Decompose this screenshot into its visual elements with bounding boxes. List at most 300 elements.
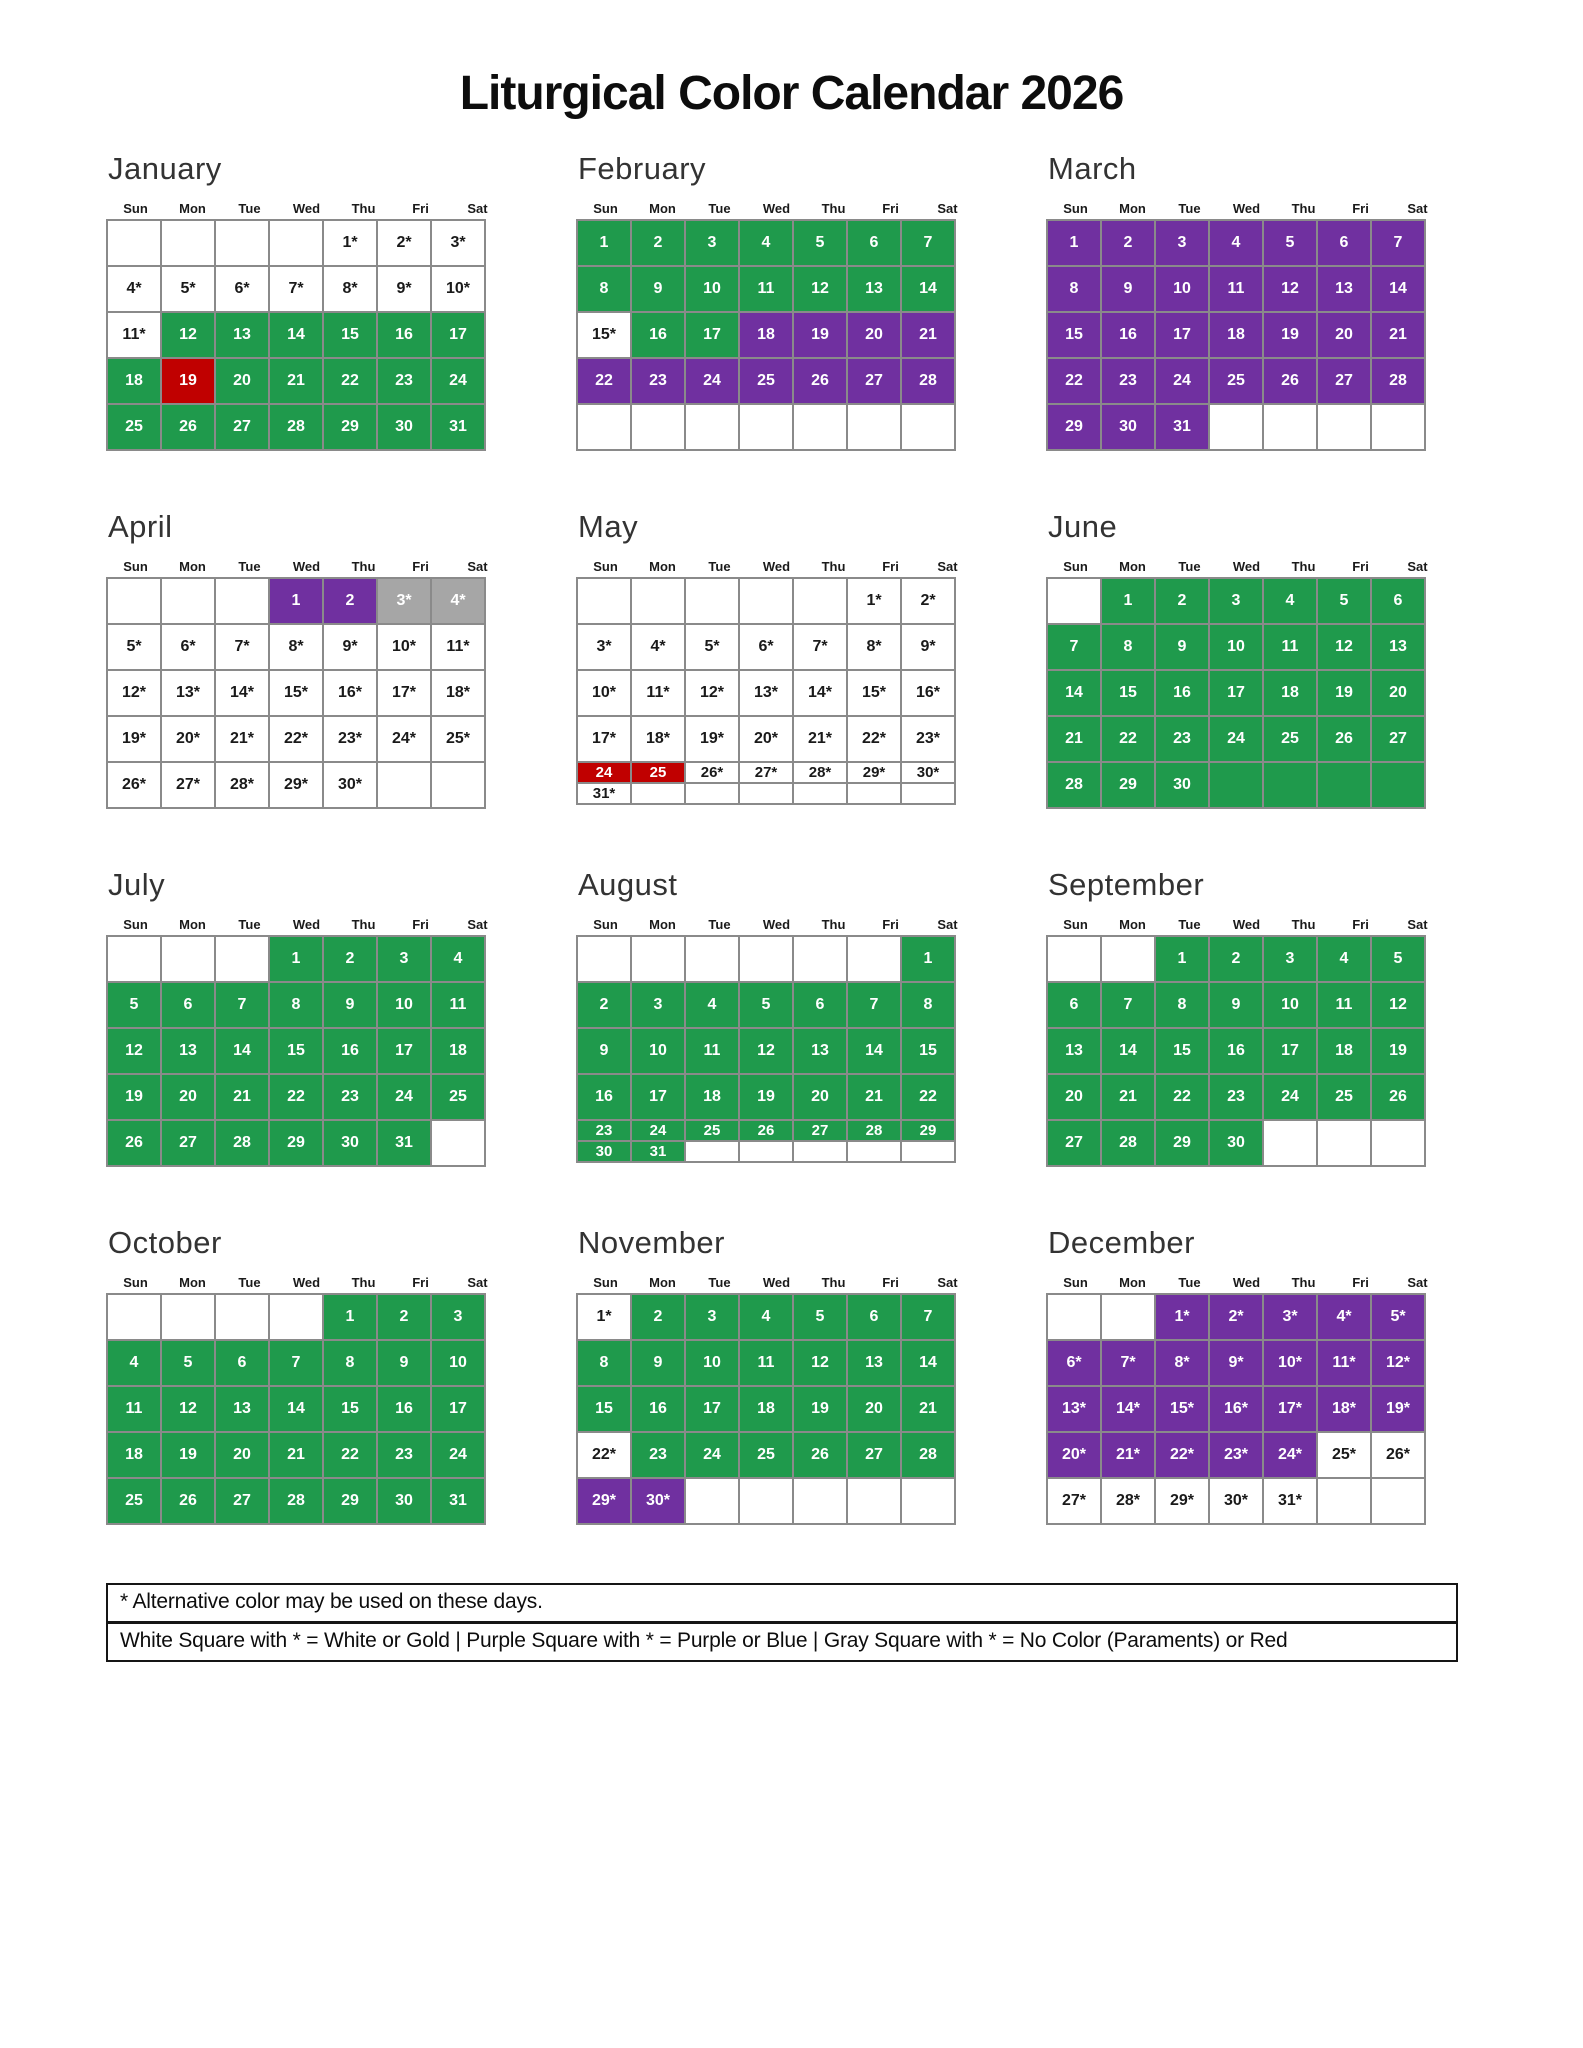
- empty-cell: [431, 1120, 485, 1166]
- day-cell: 10*: [377, 624, 431, 670]
- day-cell: 1: [1047, 220, 1101, 266]
- empty-cell: [577, 578, 631, 624]
- day-cell: 8: [577, 266, 631, 312]
- weekday-label: Sun: [1063, 1275, 1088, 1290]
- day-cell: 4: [107, 1340, 161, 1386]
- day-cell: 11: [739, 1340, 793, 1386]
- day-cell: 9*: [901, 624, 955, 670]
- day-cell: 8*: [269, 624, 323, 670]
- weekday-label: Mon: [179, 559, 206, 574]
- day-cell: 24: [1209, 716, 1263, 762]
- day-cell: 9: [377, 1340, 431, 1386]
- day-cell: 21: [269, 358, 323, 404]
- day-cell: 7: [1047, 624, 1101, 670]
- day-cell: 31: [431, 404, 485, 450]
- day-cell: 13: [1047, 1028, 1101, 1074]
- day-cell: 26*: [1371, 1432, 1425, 1478]
- weekday-header-row: [107, 201, 506, 216]
- day-cell: 16: [577, 1074, 631, 1120]
- day-cell: 16: [631, 312, 685, 358]
- day-cell: 27: [215, 1478, 269, 1524]
- legend: [106, 1583, 1458, 1662]
- month-march: [1046, 151, 1446, 451]
- day-cell: 20*: [739, 716, 793, 762]
- day-cell: 28: [901, 1432, 955, 1478]
- day-cell: 19: [1371, 1028, 1425, 1074]
- weekday-label: Sat: [1407, 559, 1428, 574]
- day-cell: 18: [1209, 312, 1263, 358]
- month-title: April: [108, 509, 173, 544]
- weekday-header-row: [107, 559, 506, 574]
- empty-cell: [739, 936, 793, 982]
- day-cell: 22: [323, 1432, 377, 1478]
- day-cell: 19: [161, 358, 215, 404]
- day-cell: 2: [377, 1294, 431, 1340]
- month-january: [106, 151, 506, 451]
- weekday-label: Sat: [1407, 917, 1428, 932]
- empty-cell: [847, 404, 901, 450]
- day-cell: 25: [739, 358, 793, 404]
- day-cell: 18*: [631, 716, 685, 762]
- day-cell: 28: [1371, 358, 1425, 404]
- empty-cell: [377, 762, 431, 808]
- weekday-label: Thu: [821, 559, 846, 574]
- day-cell: 24*: [377, 716, 431, 762]
- day-cell: 12: [1371, 982, 1425, 1028]
- day-cell: 30*: [631, 1478, 685, 1524]
- day-cell: 23: [377, 358, 431, 404]
- empty-cell: [847, 1141, 901, 1162]
- day-cell: 19: [739, 1074, 793, 1120]
- day-cell: 16: [1101, 312, 1155, 358]
- day-cell: 21: [847, 1074, 901, 1120]
- day-cell: 9: [631, 266, 685, 312]
- day-cell: 29: [901, 1120, 955, 1141]
- day-cell: 20: [215, 358, 269, 404]
- weekday-label: Wed: [292, 1275, 321, 1290]
- empty-cell: [1371, 762, 1425, 808]
- weekday-label: Tue: [238, 559, 261, 574]
- day-cell: 30*: [323, 762, 377, 808]
- day-cell: 1: [901, 936, 955, 982]
- empty-cell: [901, 783, 955, 804]
- day-cell: 24: [431, 358, 485, 404]
- empty-cell: [1101, 936, 1155, 982]
- day-cell: 23: [377, 1432, 431, 1478]
- day-cell: 21*: [793, 716, 847, 762]
- day-cell: 7*: [793, 624, 847, 670]
- weekday-label: Tue: [1178, 559, 1201, 574]
- day-cell: 10: [631, 1028, 685, 1074]
- day-cell: 8: [269, 982, 323, 1028]
- month-july: [106, 867, 506, 1167]
- day-cell: 23: [1155, 716, 1209, 762]
- day-cell: 11*: [431, 624, 485, 670]
- day-cell: 10*: [577, 670, 631, 716]
- day-cell: 29*: [1155, 1478, 1209, 1524]
- empty-cell: [269, 220, 323, 266]
- month-april: [106, 509, 506, 809]
- day-cell: 23*: [323, 716, 377, 762]
- month-grid: [1046, 219, 1426, 451]
- day-cell: 24: [1155, 358, 1209, 404]
- day-cell: 17: [377, 1028, 431, 1074]
- day-cell: 22*: [577, 1432, 631, 1478]
- day-cell: 21*: [215, 716, 269, 762]
- day-cell: 3: [1263, 936, 1317, 982]
- day-cell: 13: [215, 1386, 269, 1432]
- day-cell: 18: [107, 358, 161, 404]
- day-cell: 4: [739, 1294, 793, 1340]
- day-cell: 12*: [107, 670, 161, 716]
- empty-cell: [1047, 578, 1101, 624]
- day-cell: 19: [1317, 670, 1371, 716]
- empty-cell: [1317, 762, 1371, 808]
- day-cell: 23: [577, 1120, 631, 1141]
- day-cell: 7: [269, 1340, 323, 1386]
- day-cell: 12: [161, 1386, 215, 1432]
- empty-cell: [901, 1141, 955, 1162]
- day-cell: 11: [107, 1386, 161, 1432]
- empty-cell: [215, 578, 269, 624]
- day-cell: 24: [577, 762, 631, 783]
- empty-cell: [161, 936, 215, 982]
- day-cell: 6*: [215, 266, 269, 312]
- day-cell: 8: [901, 982, 955, 1028]
- day-cell: 19*: [685, 716, 739, 762]
- weekday-label: Mon: [649, 201, 676, 216]
- day-cell: 4: [1317, 936, 1371, 982]
- weekday-label: Fri: [1352, 917, 1369, 932]
- day-cell: 18: [739, 312, 793, 358]
- day-cell: 1: [577, 220, 631, 266]
- day-cell: 25: [107, 1478, 161, 1524]
- weekday-label: Sun: [123, 201, 148, 216]
- day-cell: 17: [431, 1386, 485, 1432]
- day-cell: 19: [161, 1432, 215, 1478]
- weekday-label: Sun: [593, 917, 618, 932]
- weekday-label: Mon: [1119, 1275, 1146, 1290]
- weekday-label: Mon: [649, 559, 676, 574]
- empty-cell: [1209, 404, 1263, 450]
- weekday-label: Tue: [1178, 1275, 1201, 1290]
- weekday-label: Tue: [238, 1275, 261, 1290]
- day-cell: 17: [1155, 312, 1209, 358]
- weekday-header-row: [577, 1275, 976, 1290]
- day-cell: 12: [793, 266, 847, 312]
- weekday-header-row: [577, 559, 976, 574]
- day-cell: 18: [1263, 670, 1317, 716]
- day-cell: 6: [847, 1294, 901, 1340]
- month-title: June: [1048, 509, 1118, 544]
- empty-cell: [901, 404, 955, 450]
- weekday-label: Sat: [467, 559, 488, 574]
- day-cell: 24: [685, 1432, 739, 1478]
- day-cell: 30: [377, 404, 431, 450]
- day-cell: 3*: [431, 220, 485, 266]
- day-cell: 3: [1155, 220, 1209, 266]
- weekday-label: Tue: [1178, 917, 1201, 932]
- day-cell: 28: [1047, 762, 1101, 808]
- day-cell: 12*: [685, 670, 739, 716]
- day-cell: 21: [1101, 1074, 1155, 1120]
- day-cell: 7*: [269, 266, 323, 312]
- day-cell: 19*: [107, 716, 161, 762]
- day-cell: 27*: [161, 762, 215, 808]
- day-cell: 29*: [847, 762, 901, 783]
- day-cell: 13*: [739, 670, 793, 716]
- empty-cell: [631, 936, 685, 982]
- day-cell: 15: [577, 1386, 631, 1432]
- day-cell: 5: [1317, 578, 1371, 624]
- weekday-label: Fri: [412, 201, 429, 216]
- day-cell: 2: [631, 220, 685, 266]
- day-cell: 27: [161, 1120, 215, 1166]
- day-cell: 21: [901, 1386, 955, 1432]
- empty-cell: [847, 936, 901, 982]
- day-cell: 2: [323, 936, 377, 982]
- day-cell: 20*: [161, 716, 215, 762]
- day-cell: 28*: [1101, 1478, 1155, 1524]
- day-cell: 10: [685, 1340, 739, 1386]
- day-cell: 6: [1371, 578, 1425, 624]
- month-title: May: [578, 509, 639, 544]
- day-cell: 26: [161, 404, 215, 450]
- day-cell: 21: [215, 1074, 269, 1120]
- day-cell: 18: [1317, 1028, 1371, 1074]
- day-cell: 12: [1317, 624, 1371, 670]
- day-cell: 16: [1155, 670, 1209, 716]
- day-cell: 1: [1155, 936, 1209, 982]
- day-cell: 8: [323, 1340, 377, 1386]
- day-cell: 2*: [1209, 1294, 1263, 1340]
- empty-cell: [793, 936, 847, 982]
- empty-cell: [107, 936, 161, 982]
- month-grid: [1046, 577, 1426, 809]
- weekday-label: Tue: [238, 201, 261, 216]
- empty-cell: [1371, 1120, 1425, 1166]
- empty-cell: [631, 404, 685, 450]
- day-cell: 6*: [1047, 1340, 1101, 1386]
- day-cell: 26: [793, 358, 847, 404]
- weekday-label: Sun: [593, 1275, 618, 1290]
- day-cell: 7: [847, 982, 901, 1028]
- day-cell: 20: [1371, 670, 1425, 716]
- day-cell: 8*: [323, 266, 377, 312]
- day-cell: 22: [1155, 1074, 1209, 1120]
- day-cell: 22: [269, 1074, 323, 1120]
- day-cell: 15: [269, 1028, 323, 1074]
- day-cell: 27: [1317, 358, 1371, 404]
- day-cell: 27: [793, 1120, 847, 1141]
- day-cell: 20: [847, 312, 901, 358]
- day-cell: 14*: [793, 670, 847, 716]
- day-cell: 10: [685, 266, 739, 312]
- weekday-label: Sat: [937, 201, 958, 216]
- day-cell: 11: [1263, 624, 1317, 670]
- day-cell: 9: [577, 1028, 631, 1074]
- weekday-label: Mon: [1119, 201, 1146, 216]
- weekday-label: Thu: [351, 559, 376, 574]
- weekday-header-row: [107, 1275, 506, 1290]
- calendar-grid: [106, 151, 1583, 1525]
- empty-cell: [1317, 404, 1371, 450]
- empty-cell: [1263, 404, 1317, 450]
- day-cell: 22: [1101, 716, 1155, 762]
- day-cell: 13: [793, 1028, 847, 1074]
- day-cell: 19*: [1371, 1386, 1425, 1432]
- day-cell: 20: [847, 1386, 901, 1432]
- day-cell: 25: [631, 762, 685, 783]
- day-cell: 11: [1317, 982, 1371, 1028]
- day-cell: 13: [215, 312, 269, 358]
- day-cell: 7: [1101, 982, 1155, 1028]
- weekday-label: Sun: [593, 559, 618, 574]
- day-cell: 14: [1371, 266, 1425, 312]
- day-cell: 14: [1101, 1028, 1155, 1074]
- weekday-label: Sun: [1063, 559, 1088, 574]
- day-cell: 28: [847, 1120, 901, 1141]
- day-cell: 28: [901, 358, 955, 404]
- day-cell: 1*: [1155, 1294, 1209, 1340]
- day-cell: 31*: [1263, 1478, 1317, 1524]
- weekday-label: Wed: [1232, 917, 1261, 932]
- empty-cell: [739, 783, 793, 804]
- weekday-label: Sat: [1407, 201, 1428, 216]
- empty-cell: [161, 1294, 215, 1340]
- weekday-label: Sat: [937, 559, 958, 574]
- day-cell: 24: [431, 1432, 485, 1478]
- day-cell: 6: [161, 982, 215, 1028]
- weekday-label: Tue: [708, 559, 731, 574]
- weekday-label: Wed: [292, 559, 321, 574]
- day-cell: 14: [901, 266, 955, 312]
- weekday-label: Fri: [882, 1275, 899, 1290]
- day-cell: 2: [1155, 578, 1209, 624]
- month-grid: [106, 1293, 486, 1525]
- weekday-header-row: [577, 201, 976, 216]
- day-cell: 12: [161, 312, 215, 358]
- weekday-label: Thu: [821, 917, 846, 932]
- day-cell: 12: [739, 1028, 793, 1074]
- day-cell: 10: [1209, 624, 1263, 670]
- weekday-header-row: [107, 917, 506, 932]
- day-cell: 8: [1047, 266, 1101, 312]
- day-cell: 15: [1101, 670, 1155, 716]
- day-cell: 14: [215, 1028, 269, 1074]
- day-cell: 1*: [847, 578, 901, 624]
- weekday-label: Tue: [238, 917, 261, 932]
- weekday-label: Mon: [179, 917, 206, 932]
- weekday-label: Thu: [351, 1275, 376, 1290]
- day-cell: 17*: [577, 716, 631, 762]
- day-cell: 20: [1317, 312, 1371, 358]
- weekday-label: Mon: [179, 1275, 206, 1290]
- weekday-label: Sun: [123, 559, 148, 574]
- day-cell: 16: [1209, 1028, 1263, 1074]
- day-cell: 22: [1047, 358, 1101, 404]
- day-cell: 3: [377, 936, 431, 982]
- day-cell: 5: [1371, 936, 1425, 982]
- day-cell: 18: [107, 1432, 161, 1478]
- page-title: Liturgical Color Calendar 2026: [459, 67, 1124, 120]
- month-title: February: [578, 151, 707, 186]
- day-cell: 22*: [1155, 1432, 1209, 1478]
- day-cell: 26: [739, 1120, 793, 1141]
- day-cell: 21: [901, 312, 955, 358]
- day-cell: 29: [1101, 762, 1155, 808]
- day-cell: 7: [901, 220, 955, 266]
- day-cell: 8: [1155, 982, 1209, 1028]
- day-cell: 3*: [577, 624, 631, 670]
- day-cell: 25: [685, 1120, 739, 1141]
- weekday-label: Wed: [762, 1275, 791, 1290]
- day-cell: 17: [1209, 670, 1263, 716]
- empty-cell: [431, 762, 485, 808]
- day-cell: 28: [215, 1120, 269, 1166]
- day-cell: 30: [377, 1478, 431, 1524]
- day-cell: 23*: [1209, 1432, 1263, 1478]
- day-cell: 5: [739, 982, 793, 1028]
- weekday-label: Wed: [762, 201, 791, 216]
- weekday-label: Sun: [123, 1275, 148, 1290]
- day-cell: 26: [793, 1432, 847, 1478]
- day-cell: 25*: [431, 716, 485, 762]
- day-cell: 11: [685, 1028, 739, 1074]
- day-cell: 5: [793, 220, 847, 266]
- day-cell: 30*: [901, 762, 955, 783]
- weekday-label: Wed: [1232, 559, 1261, 574]
- day-cell: 1: [323, 1294, 377, 1340]
- day-cell: 28: [1101, 1120, 1155, 1166]
- day-cell: 7*: [1101, 1340, 1155, 1386]
- day-cell: 26: [107, 1120, 161, 1166]
- empty-cell: [1047, 936, 1101, 982]
- day-cell: 30: [1155, 762, 1209, 808]
- day-cell: 17: [1263, 1028, 1317, 1074]
- weekday-label: Fri: [882, 201, 899, 216]
- day-cell: 9: [1209, 982, 1263, 1028]
- day-cell: 18*: [431, 670, 485, 716]
- weekday-label: Wed: [762, 917, 791, 932]
- day-cell: 7: [901, 1294, 955, 1340]
- day-cell: 20: [161, 1074, 215, 1120]
- day-cell: 2: [1209, 936, 1263, 982]
- day-cell: 26: [161, 1478, 215, 1524]
- day-cell: 4*: [1317, 1294, 1371, 1340]
- day-cell: 2: [631, 1294, 685, 1340]
- day-cell: 20*: [1047, 1432, 1101, 1478]
- day-cell: 23*: [901, 716, 955, 762]
- day-cell: 5: [793, 1294, 847, 1340]
- month-grid: [106, 219, 486, 451]
- day-cell: 15: [323, 312, 377, 358]
- day-cell: 27: [1047, 1120, 1101, 1166]
- day-cell: 11*: [107, 312, 161, 358]
- day-cell: 21: [1371, 312, 1425, 358]
- weekday-label: Mon: [1119, 559, 1146, 574]
- empty-cell: [577, 404, 631, 450]
- day-cell: 3*: [1263, 1294, 1317, 1340]
- day-cell: 15*: [1155, 1386, 1209, 1432]
- day-cell: 10*: [431, 266, 485, 312]
- day-cell: 19: [1263, 312, 1317, 358]
- day-cell: 29*: [577, 1478, 631, 1524]
- day-cell: 29: [323, 404, 377, 450]
- empty-cell: [1371, 1478, 1425, 1524]
- day-cell: 2: [577, 982, 631, 1028]
- day-cell: 14: [1047, 670, 1101, 716]
